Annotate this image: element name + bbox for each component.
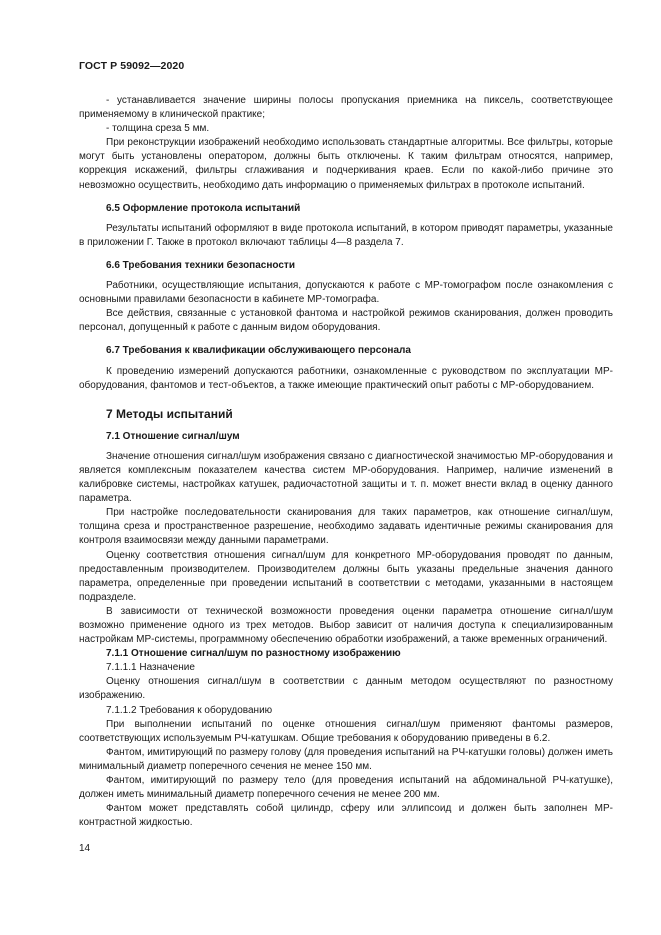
paragraph: В зависимости от технической возможности проведения оценки параметра отношение сигнал/шум возможно применение одного из трех методов. Выбор зависит от наличия доступа к специализированным настройкам МР-системы, программному обеспечению обработки изображений, а также временных ограничений. [79, 605, 613, 646]
page-content [79, 94, 613, 830]
paragraph: Оценку отношения сигнал/шум в соответствии с данным методом осуществляют по разностному изображению. [79, 676, 613, 702]
section-heading-7-1-1: 7.1.1 Отношение сигнал/шум по разностному изображению [106, 648, 401, 660]
section-heading-6-7: 6.7 Требования к квалификации обслуживающего персонала [106, 345, 411, 357]
paragraph: Фантом, имитирующий по размеру голову (для проведения испытаний на РЧ-катушки головы) должен иметь минимальный диаметр поперечного сечения не менее 150 мм. [79, 746, 613, 772]
section-heading-6-5: 6.5 Оформление протокола испытаний [106, 202, 301, 214]
paragraph: - толщина среза 5 мм. [106, 123, 210, 135]
paragraph: Фантом может представлять собой цилиндр, сферу или эллипсоид и должен быть заполнен МР-контрастной жидкостью. [79, 803, 613, 829]
paragraph: Работники, осуществляющие испытания, допускаются к работе с МР-томографом после ознакомления с основными правилами безопасности в кабинете МР-томографа. [79, 280, 613, 306]
section-heading-6-6: 6.6 Требования техники безопасности [106, 259, 295, 271]
paragraph: Фантом, имитирующий по размеру тело (для проведения испытаний на абдоминальной РЧ-катушке), должен иметь минимальный диаметр поперечного сечения не менее 200 мм. [79, 775, 613, 801]
paragraph: К проведению измерений допускаются работники, ознакомленные с руководством по эксплуатации МР-оборудования, фантомов и тест-объектов, а также имеющие практический опыт работы с МР-оборудованием. [79, 365, 613, 391]
page-number: 14 [79, 843, 91, 854]
section-heading-7-1: 7.1 Отношение сигнал/шум [106, 430, 240, 442]
paragraph: Значение отношения сигнал/шум изображения связано с диагностической значимостью МР-оборудования и является комплексным показателем качества систем МР-оборудования. Например, наличие изменений в калибровке системы, настройках катушек, радиочастотной защиты и т. п. может внести вклад в оценку данного параметра. [79, 450, 613, 505]
paragraph: - устанавливается значение ширины полосы пропускания приемника на пиксель, соответствующее применяемому в клинической практике; [79, 95, 613, 121]
paragraph: При реконструкции изображений необходимо использовать стандартные алгоритмы. Все фильтры, которые могут быть установлены оператором, должны быть отключены. К таким фильтрам относятся, например, коррекция искажений, фильтры сглаживания и подчеркивания краев. Если по какой-либо причине это невозможно осуществить, необходимо дать информацию о применяемых фильтрах в протоколе испытаний. [79, 137, 613, 191]
paragraph: При выполнении испытаний по оценке отношения сигнал/шум применяют фантомы размеров, соответствующих используемым РЧ-катушкам. Общие требования к оборудованию приведены в 6.2. [79, 718, 613, 744]
chapter-heading-7: 7 Методы испытаний [106, 406, 233, 421]
document-header: ГОСТ Р 59092—2020 [79, 60, 185, 72]
subsection-heading-7-1-1-2: 7.1.1.2 Требования к оборудованию [106, 704, 273, 716]
subsection-heading-7-1-1-1: 7.1.1.1 Назначение [106, 662, 195, 674]
paragraph: При настройке последовательности сканирования для таких параметров, как отношение сигнал/шум, толщина среза и пространственное разрешение, необходимо задавать идентичные режимы сканирования для контроля взаимосвязи между данными параметрами. [79, 507, 613, 547]
paragraph: Все действия, связанные с установкой фантома и настройкой режимов сканирования, должен проводить персонал, допущенный к работе с данным видом оборудования. [79, 308, 613, 334]
paragraph: Результаты испытаний оформляют в виде протокола испытаний, в котором приводят параметры, указанные в приложении Г. Также в протокол включают таблицы 4—8 раздела 7. [79, 222, 613, 248]
paragraph: Оценку соответствия отношения сигнал/шум для конкретного МР-оборудования проводят по данным, предоставленным производителем. Производителем должны быть указаны предельные значения данного параметра, определенные при проведении испытаний в соответствии с методами, указанными в настоящем подразделе. [79, 549, 613, 603]
